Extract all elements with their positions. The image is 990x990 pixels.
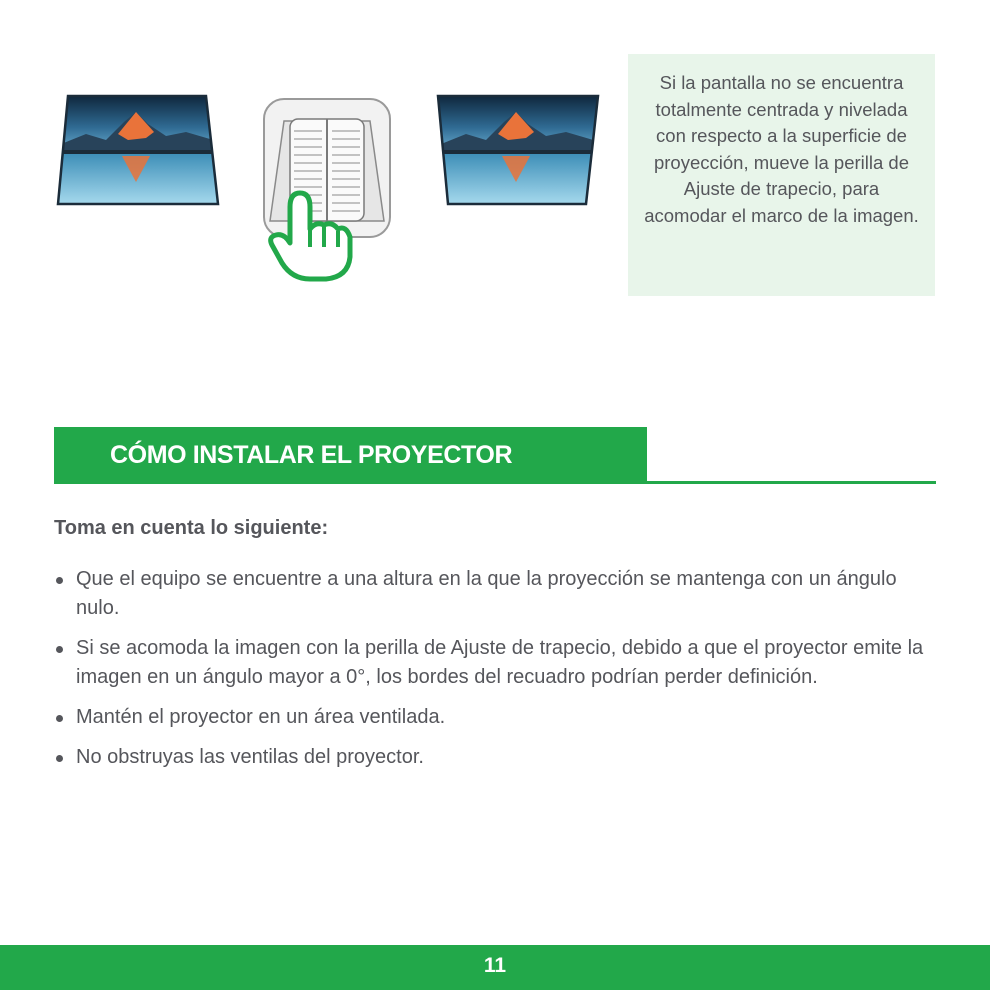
page-number: 11 xyxy=(483,954,507,977)
bullet-dot xyxy=(56,577,63,584)
list-item xyxy=(54,743,924,772)
list-item-text: Mantén el proyector en un área ventilada. xyxy=(76,706,446,728)
footer-bar xyxy=(0,945,990,990)
list-item xyxy=(54,703,924,732)
keystone-image-narrow-top xyxy=(56,94,220,206)
keystone-knob-icon xyxy=(262,97,392,282)
list-item xyxy=(54,565,924,623)
list-item xyxy=(54,634,924,692)
list-item-text: No obstruyas las ventilas del proyector. xyxy=(76,746,424,768)
list-item-text: Que el equipo se encuentre a una altura en la que la proyección se mantenga con un ángulo nulo. xyxy=(76,568,897,619)
keystone-image-narrow-bottom xyxy=(436,94,600,206)
section-header xyxy=(54,427,647,483)
list-item-text: Si se acomoda la imagen con la perilla de Ajuste de trapecio, debido a que el proyector emite la imagen en un ángulo mayor a 0°, los bordes del recuadro podrían perder definición. xyxy=(76,637,924,688)
bullet-list xyxy=(54,565,924,783)
keystone-tip-text: Si la pantalla no se encuentra totalmente centrada y nivelada con respecto a la superficie de proyección, mueve la perilla de Ajuste de trapecio, para acomodar el marco de la imagen. xyxy=(644,72,919,226)
intro-text: Toma en cuenta lo siguiente: xyxy=(54,517,329,539)
bullet-dot xyxy=(56,755,63,762)
bullet-dot xyxy=(56,646,63,653)
section-rule xyxy=(54,481,936,484)
keystone-tip-box xyxy=(628,54,935,296)
bullet-dot xyxy=(56,715,63,722)
section-title: CÓMO INSTALAR EL PROYECTOR xyxy=(110,441,513,469)
